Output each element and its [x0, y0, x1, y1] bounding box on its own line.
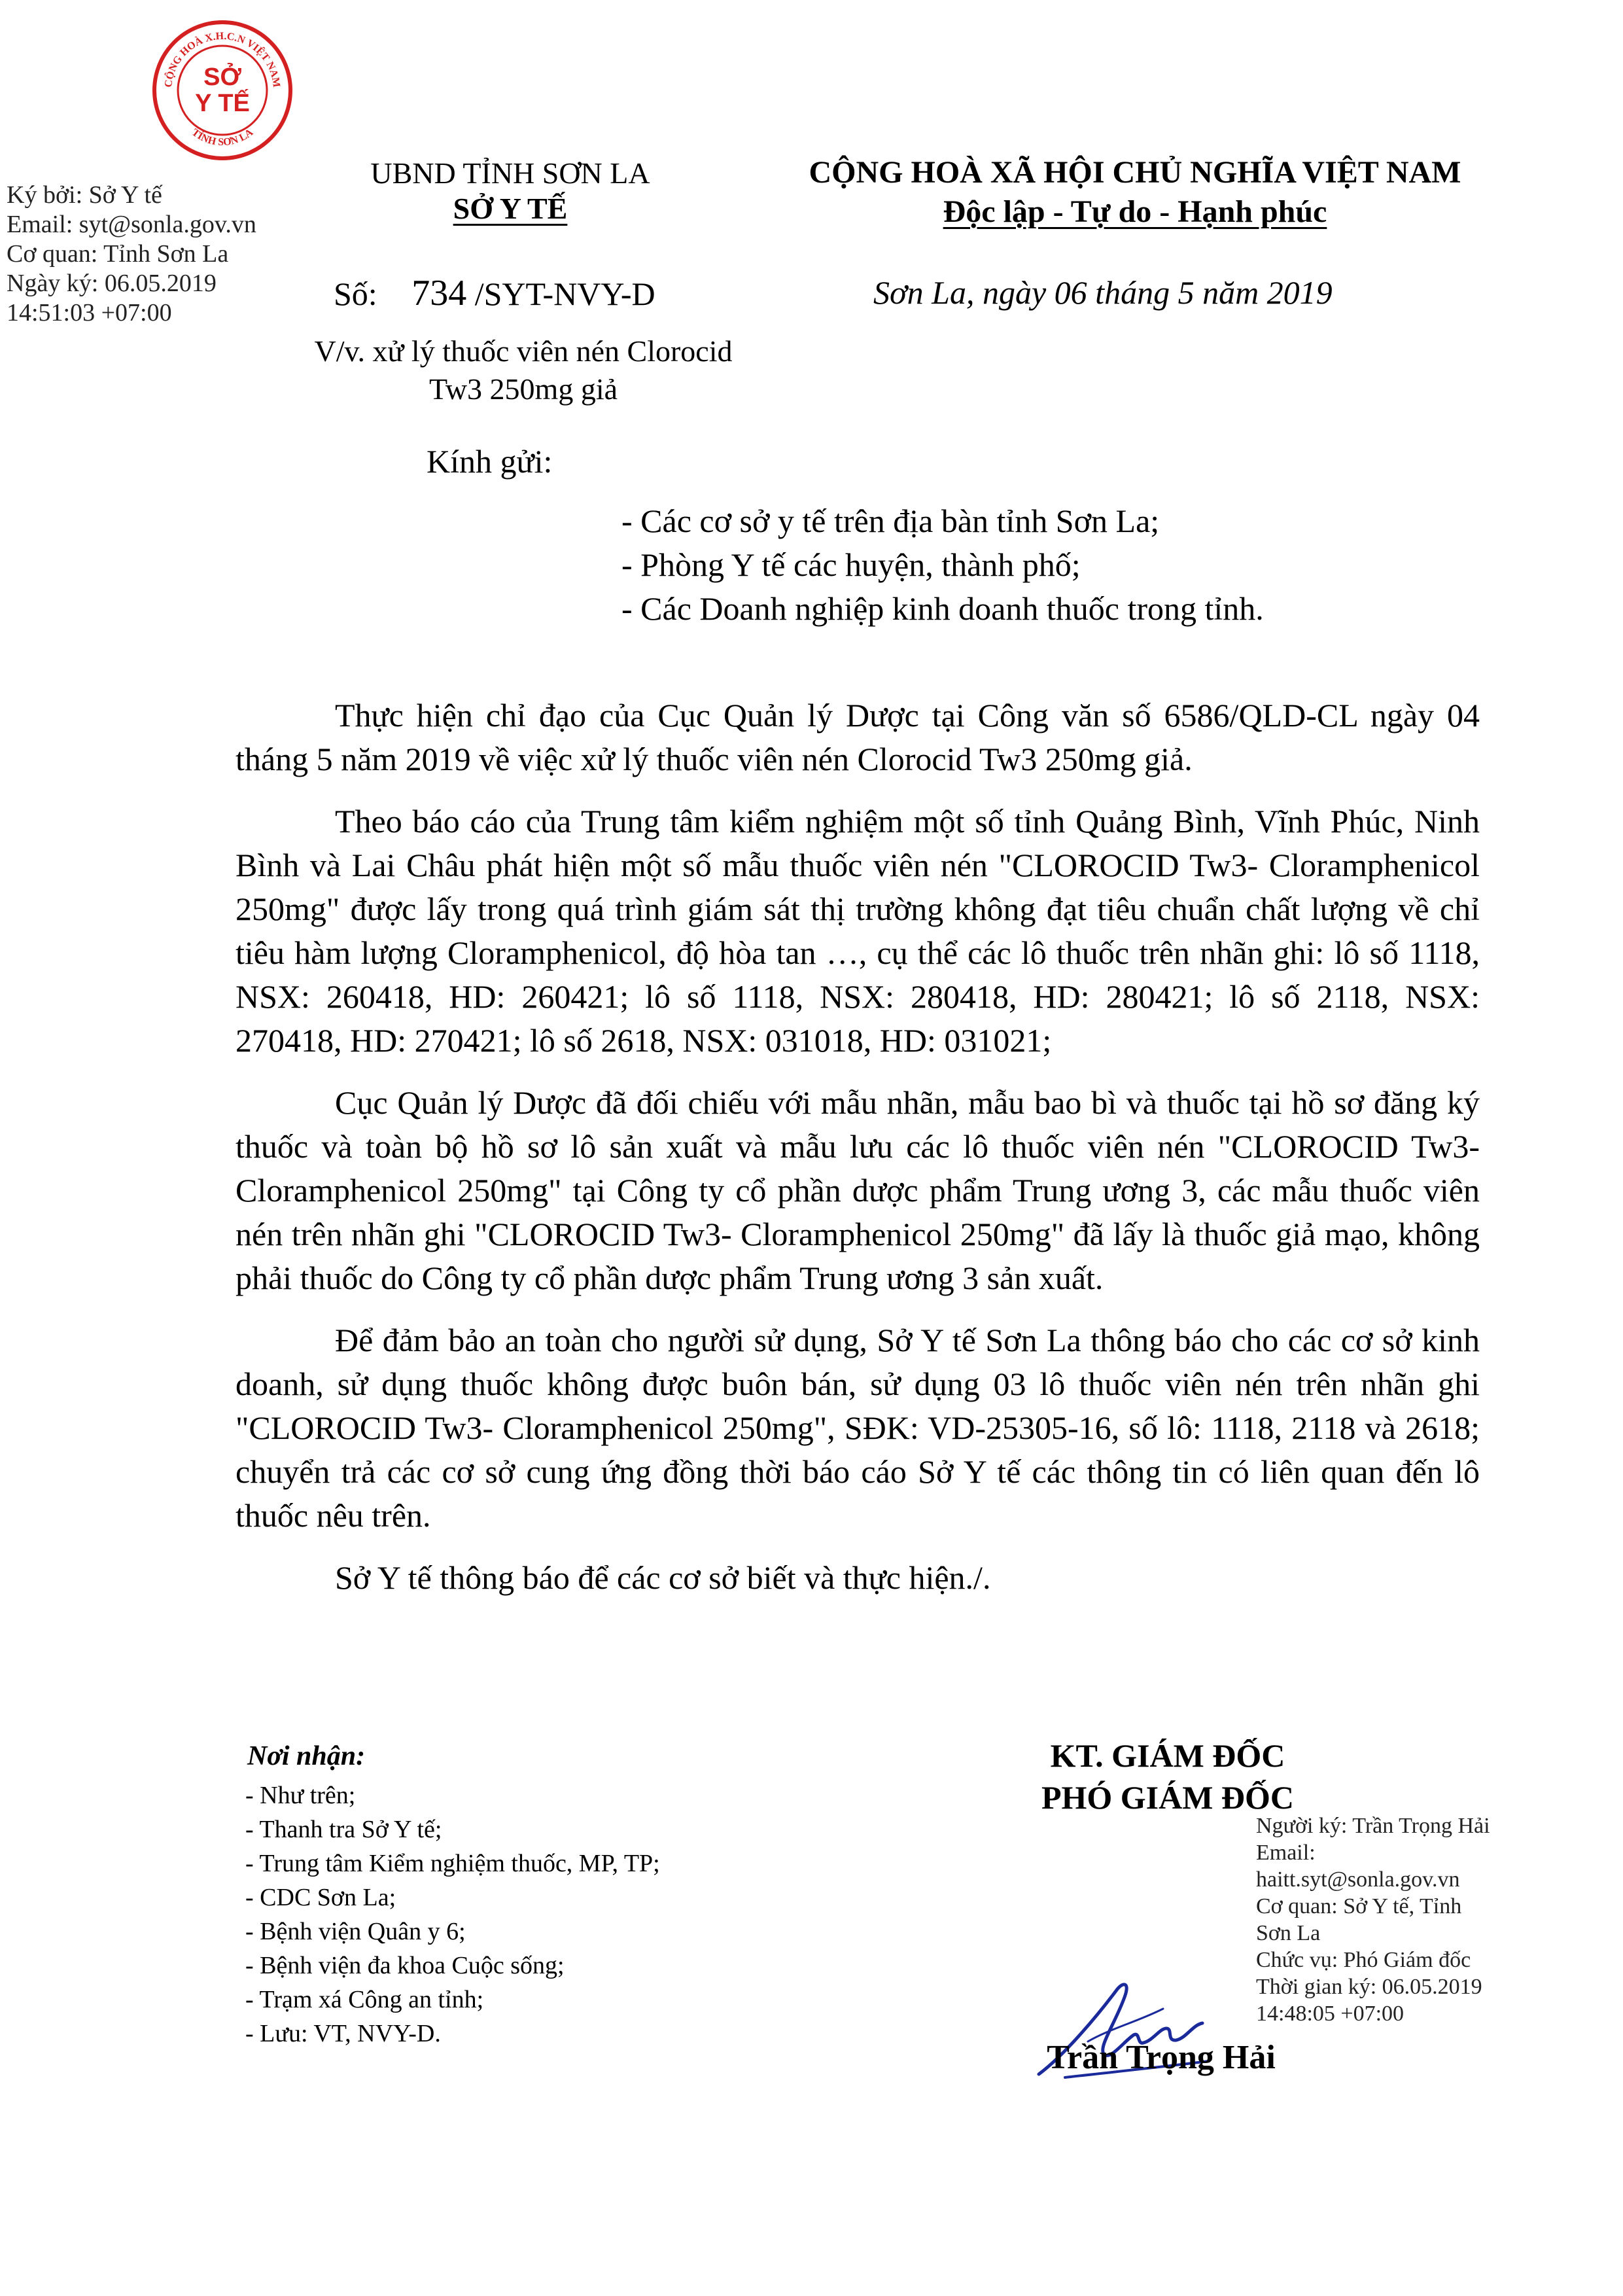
signer-agency: Cơ quan: Tỉnh Sơn La: [7, 240, 229, 268]
body-paragraph: Thực hiện chỉ đạo của Cục Quản lý Dược tại Công văn số 6586/QLD-CL ngày 04 tháng 5 năm 2019 về việc xử lý thuốc viên nén Clorocid Tw3 250mg giả.: [236, 697, 1480, 777]
signed-by: Ký bởi: Sở Y tế: [7, 181, 162, 209]
number-label: Số:: [334, 275, 377, 312]
org-name: SỞ Y TẾ: [453, 192, 568, 225]
recipient-item: - Các Doanh nghiệp kinh doanh thuốc trong tỉnh.: [621, 590, 1264, 627]
distribution-item: - CDC Sơn La;: [245, 1884, 396, 1911]
place-date: Sơn La, ngày 06 tháng 5 năm 2019: [873, 274, 1333, 311]
digital-signature-info: [7, 181, 256, 328]
signer-meta-line: Cơ quan: Sở Y tế, Tỉnh: [1256, 1894, 1462, 1918]
document-body: [236, 694, 1480, 1600]
number-suffix: /SYT-NVY-D: [474, 275, 655, 312]
national-title: CỘNG HOÀ XÃ HỘI CHỦ NGHĨA VIỆT NAM: [809, 155, 1461, 190]
distribution-item: - Lưu: VT, NVY-D.: [245, 2020, 441, 2047]
signer-name: Trần Trọng Hải: [1047, 2039, 1276, 2076]
recipients-title: Nơi nhận:: [247, 1741, 366, 1771]
org-parent: UBND TỈNH SƠN LA: [370, 156, 650, 190]
distribution-item: - Như trên;: [245, 1782, 356, 1809]
body-paragraph: Theo báo cáo của Trung tâm kiểm nghiệm một số tỉnh Quảng Bình, Vĩnh Phúc, Ninh Bình và Lai Châu phát hiện một số mẫu thuốc viên nén "CLOROCID Tw3- Cloramphenicol 250mg" được lấy trong quá trình giám sát thị trường không đạt tiêu chuẩn chất lượng về chỉ tiêu hàm lượng Cloramphenicol, độ hòa tan …, cụ thể các lô thuốc trên nhãn ghi: lô số 1118, NSX: 260418, HD: 260421; lô số 1118, NSX: 280418, HD: 280421; lô số 2118, NSX: 270418, HD: 270421; lô số 2618, NSX: 031018, HD: 031021;: [236, 803, 1480, 1059]
document-subject: [281, 332, 765, 408]
svg-text:Y TẾ: Y TẾ: [195, 90, 250, 117]
signer-meta-line: Người ký: Trần Trọng Hải: [1256, 1814, 1490, 1838]
svg-text:CỘNG HOÀ X.H.C.N VIỆT NAM: CỘNG HOÀ X.H.C.N VIỆT NAM: [162, 30, 283, 88]
sign-date: Ngày ký: 06.05.2019: [7, 270, 217, 297]
signer-email: Email: syt@sonla.gov.vn: [7, 211, 256, 238]
signer-title-1: KT. GIÁM ĐỐC: [1050, 1737, 1285, 1774]
distribution-list: [245, 1778, 660, 2051]
body-paragraph: Cục Quản lý Dược đã đối chiếu với mẫu nhãn, mẫu bao bì và thuốc tại hồ sơ đăng ký thuốc và toàn bộ hồ sơ lô sản xuất và mẫu lưu các lô thuốc viên nén "CLOROCID Tw3- Cloramphenicol 250mg" tại Công ty cổ phần dược phẩm Trung ương 3, các mẫu thuốc viên nén trên nhãn ghi "CLOROCID Tw3- Cloramphenicol 250mg" đã lấy là thuốc giả mạo, không phải thuốc do Công ty cổ phần dược phẩm Trung ương 3 sản xuất.: [236, 1084, 1480, 1296]
signer-digital-info: [1256, 1812, 1490, 2027]
seal-stamp: [152, 20, 293, 161]
signer-meta-line: Sơn La: [1256, 1921, 1321, 1945]
document-number: [334, 272, 655, 314]
distribution-item: - Trung tâm Kiểm nghiệm thuốc, MP, TP;: [245, 1850, 660, 1877]
signer-meta-line: 14:48:05 +07:00: [1256, 2002, 1405, 2026]
subject-line-2: Tw3 250mg giả: [428, 372, 618, 406]
signer-meta-line: Chức vụ: Phó Giám đốc: [1256, 1948, 1471, 1972]
body-paragraph: Để đảm bảo an toàn cho người sử dụng, Sở Y tế Sơn La thông báo cho các cơ sở kinh doanh, sử dụng thuốc không được buôn bán, sử dụng 03 lô thuốc viên nén trên nhãn ghi "CLOROCID Tw3- Cloramphenicol 250mg", SĐK: VD-25305-16, số lô: 1118, 2118 và 2618; chuyển trả các cơ sở cung ứng đồng thời báo cáo Sở Y tế các thông tin có liên quan đến lô thuốc nêu trên.: [236, 1322, 1480, 1534]
signer-meta-line: Email:: [1256, 1841, 1316, 1865]
salutation: Kính gửi:: [427, 443, 553, 480]
svg-text:SỞ: SỞ: [203, 63, 241, 91]
distribution-item: - Thanh tra Sở Y tế;: [245, 1816, 442, 1843]
signer-title-2: PHÓ GIÁM ĐỐC: [1041, 1779, 1295, 1816]
national-motto: Độc lập - Tự do - Hạnh phúc: [943, 194, 1327, 229]
recipient-list: [621, 499, 1264, 631]
signer-meta-line: Thời gian ký: 06.05.2019: [1256, 1975, 1482, 1999]
number-value: 734: [411, 273, 467, 313]
distribution-item: - Bệnh viện đa khoa Cuộc sống;: [245, 1952, 565, 1979]
svg-text:TỈNH SƠN LA: TỈNH SƠN LA: [189, 126, 256, 149]
subject-line-1: V/v. xử lý thuốc viên nén Clorocid: [314, 334, 733, 368]
distribution-item: - Bệnh viện Quân y 6;: [245, 1918, 466, 1945]
distribution-item: - Trạm xá Công an tỉnh;: [245, 1986, 484, 2013]
sign-time: 14:51:03 +07:00: [7, 299, 172, 327]
body-paragraph: Sở Y tế thông báo để các cơ sở biết và thực hiện./.: [335, 1559, 991, 1596]
recipient-item: - Phòng Y tế các huyện, thành phố;: [621, 546, 1081, 583]
signer-meta-line: haitt.syt@sonla.gov.vn: [1256, 1867, 1460, 1892]
recipient-item: - Các cơ sở y tế trên địa bàn tỉnh Sơn La;: [621, 503, 1160, 539]
